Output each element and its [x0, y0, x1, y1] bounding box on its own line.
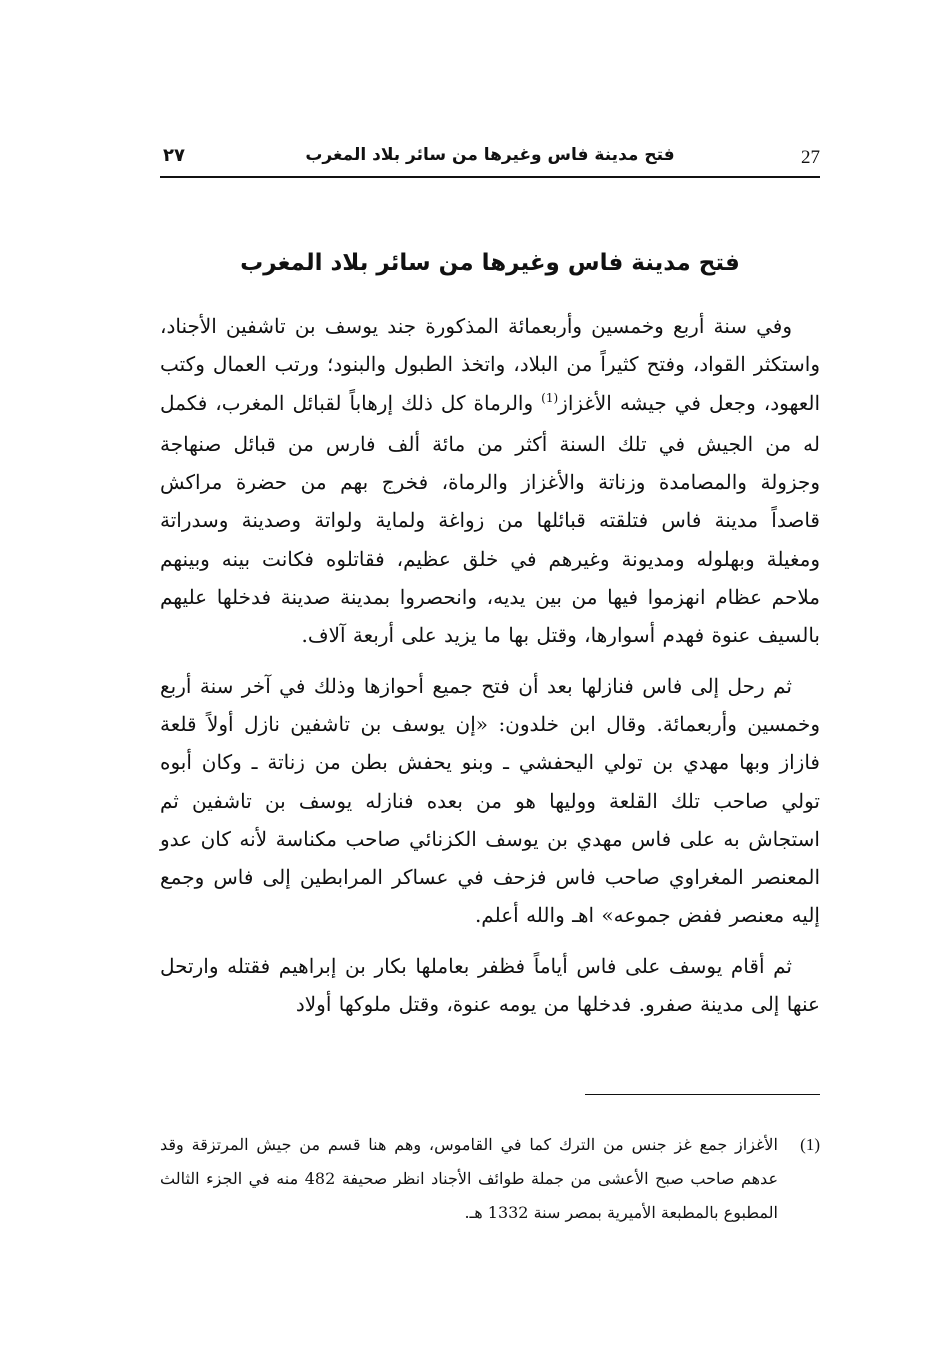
running-head: فتح مدينة فاس وغيرها من سائر بلاد المغرب [305, 145, 675, 165]
page-number-arabic: ٢٧ [163, 145, 185, 166]
footnote-text: الأغزاز جمع غز جنس من الترك كما في القاموس، وهم هنا قسم من جيش المرتزقة وقد عدهم صاحب صبح الأعشى من جملة طوائف الأجناد انظر صحيفة 482 منه في الجزء الثالث المطبوع بالمطبعة الأميرية بمصر سنة 1332 هـ. [160, 1135, 779, 1222]
footnote-divider [585, 1094, 820, 1095]
footnotes [160, 1128, 820, 1230]
paragraph-text: والرماة كل ذلك إرهاباً لقبائل المغرب، فكمل له من الجيش في تلك السنة أكثر من مائة ألف فارس من قبائل صنهاجة وجزولة والمصامدة وزناتة والأغزاز والرماة، فخرج بهم من حضرة مراكش قاصداً مدينة فاس فتلقته قبائلها من زواغة ولماية ولواتة وصدينة وسدراتة ومغيلة وبهلوله ومديونة وغيرهم في خلق عظيم، فقاتلوه فكانت بينه وبينهم ملاحم عظام انهزموا فيها من بين يديه، وانحصروا بمدينة صدينة فدخلها عليهم بالسيف عنوة فهدم أسوارها، وقتل بها ما يزيد على أربعة آلاف. [160, 390, 820, 648]
chapter-title: فتح مدينة فاس وغيرها من سائر بلاد المغرب [240, 250, 740, 276]
page-header [160, 140, 820, 178]
footnote-marker: (1) [800, 1135, 820, 1154]
footnote [160, 1128, 820, 1230]
footnote-reference[interactable]: (1) [541, 390, 559, 405]
paragraph: ثم رحل إلى فاس فنازلها بعد أن فتح جميع أحوازها وذلك في آخر سنة أربع وخمسين وأربعمائة. وقال ابن خلدون: «إن يوسف بن تاشفين نازل أولاً قلعة فازاز وبها مهدي بن تولي اليحفشي ـ وبنو يحفش بطن من زناتة ـ وكان أبوه تولي صاحب تلك القلعة ووليها هو من بعده فنازله يوسف بن تاشفين ثم استجاش به على فاس مهدي بن يوسف الكزنائي صاحب مكناسة لأنه كان عدو المعنصر المغراوي صاحب فاس فزحف في عساكر المرابطين إلى فاس وجمع إليه معنصر ففض جموعه» اهـ والله أعلم. [160, 673, 820, 928]
page-number: 27 [801, 147, 820, 168]
paragraph-text: وفي سنة أربع وخمسين وأربعمائة المذكورة جند يوسف بن تاشفين الأجناد، واستكثر القواد، وفتح كثيراً من البلاد، واتخذ الطبول والبنود؛ ورتب العمال وكتب العهود، وجعل في جيشه الأغزاز [160, 314, 821, 415]
paragraph: ثم أقام يوسف على فاس أياماً فظفر بعاملها بكار بن إبراهيم فقتله وارتحل عنها إلى مدينة صفرو. فدخلها من يومه عنوة، وقتل ملوكها أولاد [160, 953, 820, 1017]
paragraph [160, 307, 820, 655]
body-text [160, 307, 820, 1035]
